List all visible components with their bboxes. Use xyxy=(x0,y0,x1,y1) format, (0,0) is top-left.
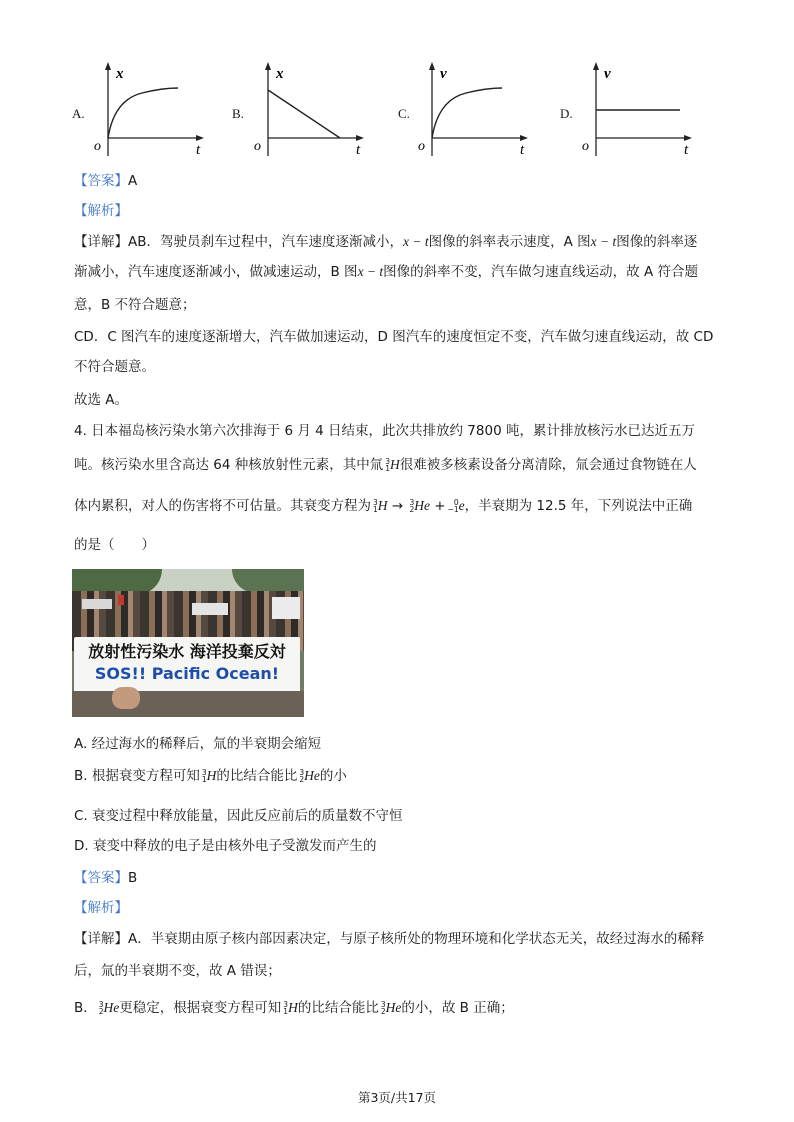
q4-detail-line-2: 后，氚的半衰期不变，故 A 错误； xyxy=(74,963,281,979)
q3-detail-text-1b: 图像的斜率表示速度，A 图 xyxy=(428,234,591,250)
graph-d-xaxis-label: t xyxy=(684,142,689,158)
graph-d-v-t-flat xyxy=(580,60,700,160)
q4-answer-tag: 【答案】 xyxy=(74,870,128,886)
q4-detail-line-1: 【详解】A．半衰期由原子核内部因素决定，与原子核所处的物理环境和化学状态无关，故经过海水的稀释 xyxy=(74,931,705,947)
q3-detail-line-2 xyxy=(74,262,698,282)
q3-answer-value: A xyxy=(128,173,138,189)
graph-c-origin-label: o xyxy=(418,139,425,154)
q4-stem-line-3 xyxy=(74,496,692,516)
q4-answer-value: B xyxy=(128,870,138,886)
q4-stem-line-1: 4. 日本福岛核污染水第六次排海于 6 月 4 日结束，此次共排放约 7800 吨，累计排放核污水已达近五万 xyxy=(74,423,695,439)
tritium-symbol: H xyxy=(390,457,400,472)
graph-d-letter: D. xyxy=(560,106,573,121)
q4-option-d: D. 衰变中释放的电子是由核外电子受激发而产生的 xyxy=(74,838,377,854)
q4-stem-text-3b: ，半衰期为 12.5 年，下列说法中正确 xyxy=(464,498,693,514)
graph-b-origin-label: o xyxy=(254,139,261,154)
graph-c-v-t-curve xyxy=(416,60,536,160)
graph-a-letter: A. xyxy=(72,106,85,121)
q4-option-b: B. 根据衰变方程可知 3 1 H的比结合能比 3 2 He的小 xyxy=(74,768,347,784)
protest-photo xyxy=(72,569,304,717)
q4-detail-tag: 【详解】 xyxy=(74,931,128,947)
decay-equation: 3 1 H → 3 2 He + 0 −1 e xyxy=(373,498,465,514)
q4-option-c: C. 衰变过程中释放能量，因此反应前后的质量数不守恒 xyxy=(74,808,403,824)
q4-stem-text-2a: 吨。核污染水里含高达 64 种核放射性元素，其中氚 xyxy=(74,457,384,473)
graph-a-origin-label: o xyxy=(94,139,101,154)
graph-c-yaxis-label: v xyxy=(440,66,447,82)
graph-b-letter: B. xyxy=(232,106,244,121)
graph-a-x-t-curve xyxy=(92,60,212,160)
graph-c-xaxis-label: t xyxy=(520,142,525,158)
q4-stem-text-3a: 体内累积，对人的伤害将不可估量。其衰变方程为 xyxy=(74,498,371,514)
q4-detail-line-3: B． 3 2 He更稳定，根据衰变方程可知 3 1 H的比结合能比 3 2 He的小，故 B 正确； xyxy=(74,1000,514,1016)
q4-option-a: A. 经过海水的稀释后，氚的半衰期会缩短 xyxy=(74,736,322,752)
q4-analysis-tag: 【解析】 xyxy=(74,900,128,916)
q3-detail-text-2a: 渐减小，汽车速度逐渐减小，做减速运动，B 图 xyxy=(74,264,358,280)
graph-d-yaxis-label: v xyxy=(604,66,611,82)
q3-conclusion-line: 故选 A。 xyxy=(74,392,129,408)
q3-detail-line-4: CD．C 图汽车的速度逐渐增大，汽车做加速运动，D 图汽车的速度恒定不变，汽车做匀速直线运动，故 CD xyxy=(74,329,714,345)
tritium-isotope-index: 3 1 xyxy=(385,457,391,473)
q3-detail-text-1c: 图像的斜率逐 xyxy=(616,234,698,250)
graph-a-xaxis-label: t xyxy=(196,142,201,158)
q3-detail-line-1 xyxy=(74,232,697,252)
q3-answer-tag: 【答案】 xyxy=(74,173,128,189)
q3-detail-text-1a: AB．驾驶员刹车过程中，汽车速度逐渐减小， xyxy=(128,234,403,250)
q4-stem-line-4: 的是（ ） xyxy=(74,537,155,553)
graph-b-x-t-line xyxy=(252,60,372,160)
q4-analysis-line xyxy=(74,898,128,918)
graph-options-row xyxy=(70,60,730,160)
page-number-footer: 第3页/共17页 xyxy=(357,1090,437,1105)
q3-analysis-line xyxy=(74,201,128,221)
q3-detail-tag: 【详解】 xyxy=(74,234,128,250)
graph-b-yaxis-label: x xyxy=(276,66,284,82)
q3-xt-symbol-1: x − t xyxy=(403,234,429,249)
q3-xt-symbol-3: x − t xyxy=(357,264,384,279)
graph-d-origin-label: o xyxy=(582,139,589,154)
q3-answer-line xyxy=(74,171,137,191)
sign-text-line-1: 放射性污染水 海洋投棄反対 xyxy=(88,642,286,661)
q4-stem-line-2 xyxy=(74,455,697,475)
q4-answer-line xyxy=(74,868,137,888)
q3-analysis-tag: 【解析】 xyxy=(74,203,128,219)
q3-detail-line-3: 意，B 不符合题意； xyxy=(74,297,196,313)
q4-stem-text-2b: 很难被多核素设备分离清除，氚会通过食物链在人 xyxy=(399,457,697,473)
q3-detail-line-5: 不符合题意。 xyxy=(74,359,155,375)
sign-text-line-2: SOS!! Pacific Ocean! xyxy=(94,664,280,683)
q3-xt-symbol-2: x − t xyxy=(590,234,617,249)
graph-b-xaxis-label: t xyxy=(356,142,361,158)
q3-detail-text-2b: 图像的斜率不变，汽车做匀速直线运动，故 A 符合题 xyxy=(383,264,698,280)
graph-a-yaxis-label: x xyxy=(116,66,124,82)
graph-c-letter: C. xyxy=(398,106,410,121)
